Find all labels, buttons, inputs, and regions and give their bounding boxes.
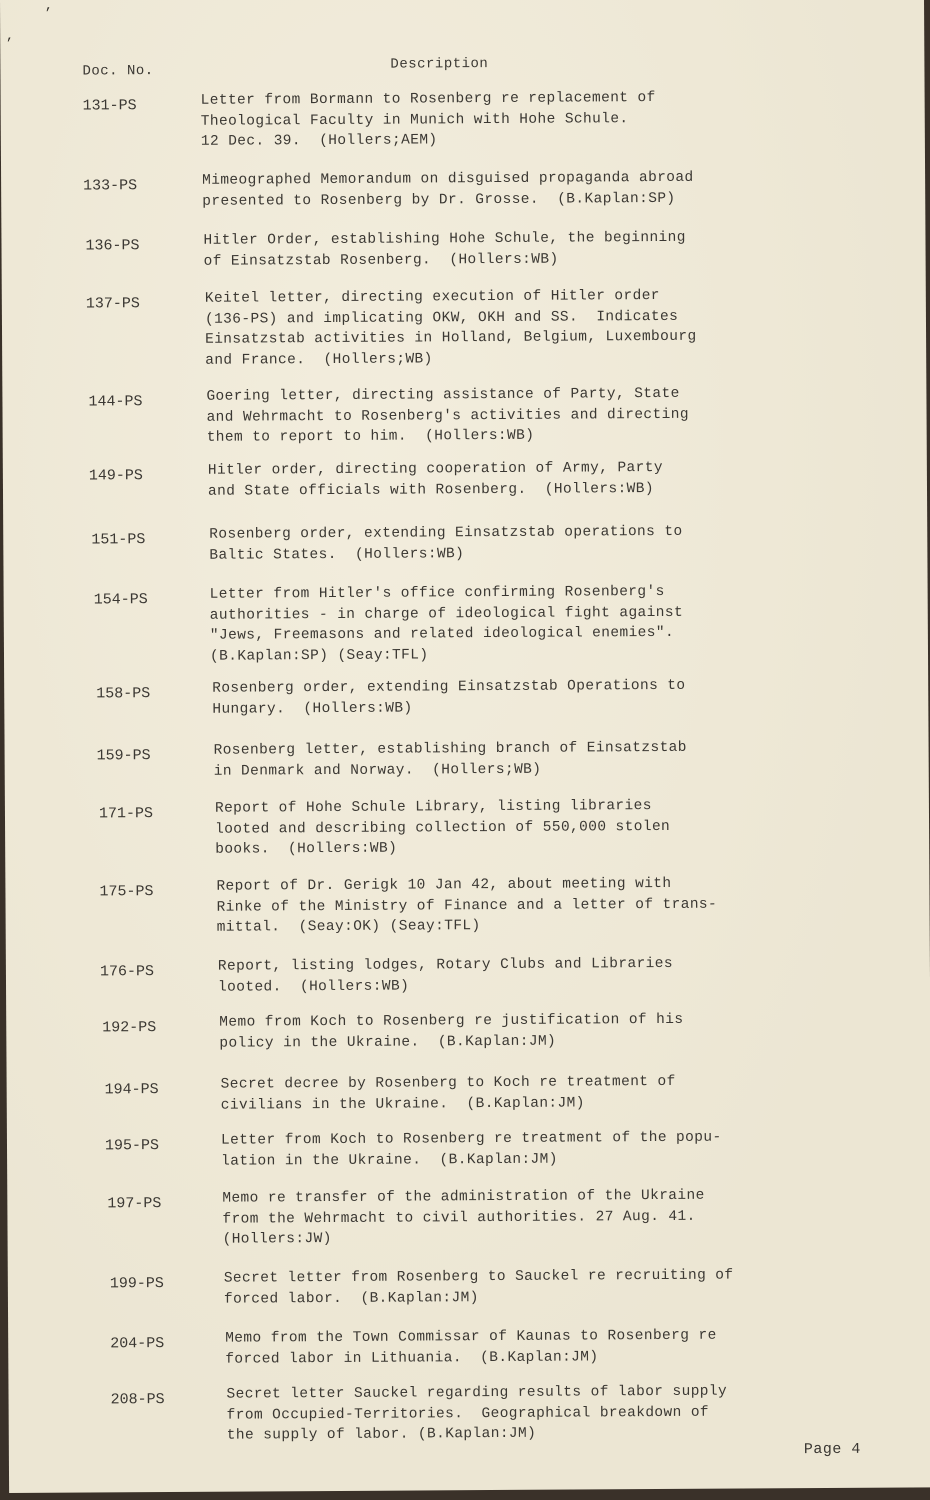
doc-number: 171-PS [98, 805, 154, 823]
doc-no-column-header: Doc. No. [82, 63, 154, 80]
description-line: Keitel letter, directing execution of Hitler order [204, 287, 660, 307]
doc-number: 154-PS [93, 591, 148, 609]
document-entry [2, 284, 926, 369]
description-line: Memo re transfer of the administration of the Ukraine [222, 1187, 705, 1207]
doc-description [219, 1010, 683, 1054]
description-line: Einsatzstab activities in Holland, Belgium, Luxembourg [205, 328, 697, 348]
description-line: Theological Faculty in Munich with Hohe Schule. [200, 110, 629, 130]
doc-number: 131-PS [82, 97, 137, 115]
description-line: and State officials with Rosenberg. (Hollers:WB) [207, 480, 655, 500]
description-line: Letter from Bormann to Rosenberg re replacement of [200, 89, 656, 109]
description-line: lation in the Ukraine. (B.Kaplan:JM) [221, 1151, 558, 1170]
doc-description [212, 676, 686, 720]
description-line: forced labor. (B.Kaplan:JM) [223, 1289, 479, 1308]
description-line: Rosenberg letter, establishing branch of Einsatzstab [213, 739, 687, 759]
description-line: Report of Dr. Gerigk 10 Jan 42, about meeting with [216, 875, 672, 895]
doc-number: 159-PS [96, 747, 151, 765]
description-line: the supply of labor. (B.Kaplan:JM) [226, 1425, 537, 1444]
document-entry [4, 674, 928, 718]
description-line: Letter from Hitler's office confirming Rosenberg's [209, 583, 665, 603]
page-number: Page 4 [803, 1440, 861, 1459]
doc-description [222, 1186, 705, 1250]
doc-description [225, 1326, 717, 1370]
doc-number: 133-PS [83, 177, 138, 195]
description-line: from the Wehrmacht to civil authorities. 27 Aug. 41. [222, 1208, 696, 1228]
doc-number: 158-PS [96, 685, 151, 703]
document-entry [8, 1264, 930, 1308]
description-line: Mimeographed Memorandum on disguised propaganda abroad [202, 169, 694, 189]
doc-number: 151-PS [91, 531, 146, 549]
stray-typewriter-mark: ’ [44, 5, 52, 21]
description-line: and France. (Hollers;WB) [205, 350, 433, 369]
doc-number: 176-PS [99, 963, 155, 981]
doc-number: 192-PS [102, 1019, 157, 1037]
description-line: mittal. (Seay:OK) (Seay:TFL) [216, 918, 481, 936]
doc-description [205, 286, 697, 371]
description-line: Goering letter, directing assistance of Party, State [206, 385, 680, 405]
doc-number: 199-PS [109, 1275, 164, 1293]
description-line: authorities - in charge of ideological fight against [209, 604, 684, 624]
doc-description [202, 168, 694, 212]
doc-description [226, 1382, 727, 1447]
description-line: books. (Hollers:WB) [215, 840, 398, 858]
description-line: Secret decree by Rosenberg to Koch re treatment of [220, 1073, 676, 1093]
document-entry [7, 1184, 930, 1248]
doc-number: 197-PS [107, 1195, 162, 1213]
description-line: presented to Rosenberg by Dr. Grosse. (B.Kaplan:SP) [202, 190, 676, 210]
description-line: Baltic States. (Hollers:WB) [209, 545, 465, 564]
description-line: from Occupied-Territories. Geographical breakdown of [226, 1404, 710, 1424]
description-line: Letter from Koch to Rosenberg re treatment of the popu- [220, 1129, 722, 1149]
doc-number: 175-PS [99, 883, 154, 901]
description-line: Report, listing lodges, Rotary Clubs and Libraries [217, 955, 674, 975]
description-line: looted. (Hollers:WB) [217, 978, 410, 996]
doc-description [209, 522, 683, 566]
description-line: Secret letter Sauckel regarding results of labor supply [226, 1383, 728, 1403]
description-line: (136-PS) and implicating OKW, OKH and SS. Indicates [204, 308, 679, 328]
description-line: them to report to him. (Hollers:WB) [206, 427, 535, 446]
stray-typewriter-mark: ’ [5, 35, 14, 51]
description-line: civilians in the Ukraine. (B.Kaplan:JM) [220, 1094, 585, 1114]
description-line: (Hollers:JW) [222, 1230, 332, 1248]
description-line: policy in the Ukraine. (B.Kaplan:JM) [219, 1033, 557, 1052]
document-entry [2, 382, 926, 446]
doc-description [215, 796, 670, 860]
doc-description [221, 1072, 676, 1116]
doc-description [206, 384, 689, 448]
doc-description [203, 228, 686, 272]
doc-description [214, 738, 688, 782]
description-line: Hitler order, directing cooperation of Army, Party [207, 459, 663, 479]
document-entry [5, 872, 929, 936]
document-entry [7, 1070, 930, 1114]
document-entry [3, 456, 927, 500]
description-line: Hitler Order, establishing Hohe Schule, the beginning [203, 229, 686, 249]
doc-description [210, 582, 684, 667]
doc-number: 144-PS [88, 393, 143, 411]
document-entry [6, 952, 930, 996]
doc-number: 194-PS [104, 1081, 159, 1099]
document-entry [6, 1008, 930, 1052]
description-line: "Jews, Freemasons and related ideological enemies". [209, 624, 675, 644]
doc-description [218, 954, 673, 998]
doc-number: 149-PS [88, 467, 143, 485]
doc-description [224, 1266, 734, 1310]
description-line: (B.Kaplan:SP) (Seay:TFL) [209, 646, 429, 665]
description-line: Memo from the Town Commissar of Kaunas to Rosenberg re [225, 1327, 717, 1347]
doc-number: 195-PS [104, 1137, 160, 1155]
doc-number: 204-PS [110, 1335, 165, 1353]
description-line: looted and describing collection of 550,000 stolen [215, 818, 671, 838]
document-entry [1, 166, 925, 210]
document-entry [8, 1324, 930, 1368]
doc-number: 208-PS [110, 1391, 165, 1409]
description-line: Memo from Koch to Rosenberg re justification of his [219, 1011, 684, 1031]
description-line: and Wehrmacht to Rosenberg's activities and directing [206, 406, 689, 426]
description-line: 12 Dec. 39. (Hollers;AEM) [200, 132, 438, 150]
description-line: Report of Hohe Schule Library, listing libraries [214, 798, 652, 817]
description-line: of Einsatzstab Rosenberg. (Hollers:WB) [203, 251, 559, 270]
doc-number: 137-PS [85, 295, 140, 313]
document-entry [8, 1380, 930, 1444]
doc-number: 136-PS [85, 237, 140, 255]
doc-description [201, 88, 656, 152]
doc-description [216, 874, 717, 939]
description-line: in Denmark and Norway. (Hollers;WB) [213, 761, 542, 780]
document-entry [3, 520, 927, 564]
document-entry [5, 736, 929, 780]
description-line: Rosenberg order, extending Einsatzstab Operations to [212, 677, 686, 697]
document-entry [7, 1126, 930, 1170]
description-line: Secret letter from Rosenberg to Sauckel re recruiting of [223, 1267, 734, 1287]
document-entry [4, 580, 928, 665]
description-line: forced labor in Lithuania. (B.Kaplan:JM) [225, 1348, 599, 1368]
description-line: Hungary. (Hollers:WB) [212, 699, 413, 718]
doc-description [208, 458, 663, 502]
document-entry [1, 226, 925, 270]
description-line: Rosenberg order, extending Einsatzstab operations to [209, 523, 683, 543]
document-entry [5, 794, 929, 858]
document-entry [1, 86, 925, 150]
description-column-header: Description [390, 56, 489, 73]
doc-description [221, 1128, 722, 1172]
description-line: Rinke of the Ministry of Finance and a letter of trans- [216, 896, 718, 916]
